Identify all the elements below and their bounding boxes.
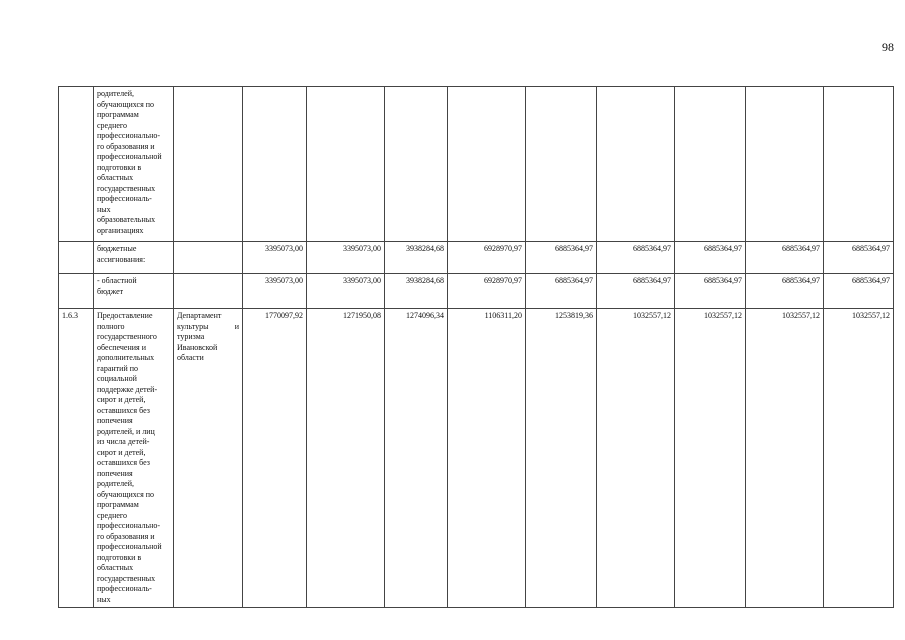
value-cell: 1274096,34: [385, 309, 448, 608]
value-cell: [824, 87, 894, 242]
value-cell: 3938284,68: [385, 242, 448, 274]
row-code: [59, 274, 94, 309]
value-cell: 1271950,08: [307, 309, 385, 608]
value-cell: 3938284,68: [385, 274, 448, 309]
value-cell: [243, 87, 307, 242]
value-cell: 6928970,97: [448, 242, 526, 274]
value-cell: 6885364,97: [824, 274, 894, 309]
value-cell: 6885364,97: [526, 242, 597, 274]
budget-table-body: [59, 87, 894, 608]
value-cell: 6928970,97: [448, 274, 526, 309]
table-row: [59, 274, 894, 309]
table-row: [59, 87, 894, 242]
value-cell: 1106311,20: [448, 309, 526, 608]
value-cell: 6885364,97: [675, 242, 746, 274]
row-executor: [174, 87, 243, 242]
value-cell: 1253819,36: [526, 309, 597, 608]
table-row: [59, 309, 894, 608]
row-description: бюджетные ассигнования:: [94, 242, 174, 274]
value-cell: 6885364,97: [597, 242, 675, 274]
value-cell: 6885364,97: [746, 274, 824, 309]
value-cell: 6885364,97: [746, 242, 824, 274]
table-row: [59, 242, 894, 274]
row-code: [59, 242, 94, 274]
value-cell: [448, 87, 526, 242]
value-cell: [307, 87, 385, 242]
row-description: - областной бюджет: [94, 274, 174, 309]
value-cell: [526, 87, 597, 242]
row-executor: [174, 274, 243, 309]
value-cell: [746, 87, 824, 242]
row-code: 1.6.3: [59, 309, 94, 608]
budget-table: [58, 86, 894, 608]
value-cell: 1032557,12: [746, 309, 824, 608]
value-cell: 6885364,97: [824, 242, 894, 274]
value-cell: [597, 87, 675, 242]
value-cell: 6885364,97: [526, 274, 597, 309]
value-cell: 6885364,97: [675, 274, 746, 309]
value-cell: 3395073,00: [243, 274, 307, 309]
row-description: родителей, обучающихся по программам среднего профессионально- го образования и профессиональной подготовки в областных государственных профессиональ- ных образовательных организациях: [94, 87, 174, 242]
value-cell: 1032557,12: [824, 309, 894, 608]
value-cell: 6885364,97: [597, 274, 675, 309]
value-cell: 1032557,12: [675, 309, 746, 608]
page-number: 98: [882, 40, 894, 54]
value-cell: 3395073,00: [307, 274, 385, 309]
value-cell: [385, 87, 448, 242]
row-executor: [174, 242, 243, 274]
value-cell: 3395073,00: [243, 242, 307, 274]
value-cell: 3395073,00: [307, 242, 385, 274]
value-cell: [675, 87, 746, 242]
row-executor: Департамент культуры и туризма Ивановской области: [174, 309, 243, 608]
row-code: [59, 87, 94, 242]
value-cell: 1032557,12: [597, 309, 675, 608]
value-cell: 1770097,92: [243, 309, 307, 608]
row-description: Предоставление полного государственного обеспечения и дополнительных гарантий по социальной поддержке детей- сирот и детей, оставшихся без попечения родителей, и лиц из числа детей- сирот и детей, оставшихся без попечения родителей, обучающихся по программам среднего профессионально- го образования и профессиональной подготовки в областных государственных профессиональ- ных: [94, 309, 174, 608]
